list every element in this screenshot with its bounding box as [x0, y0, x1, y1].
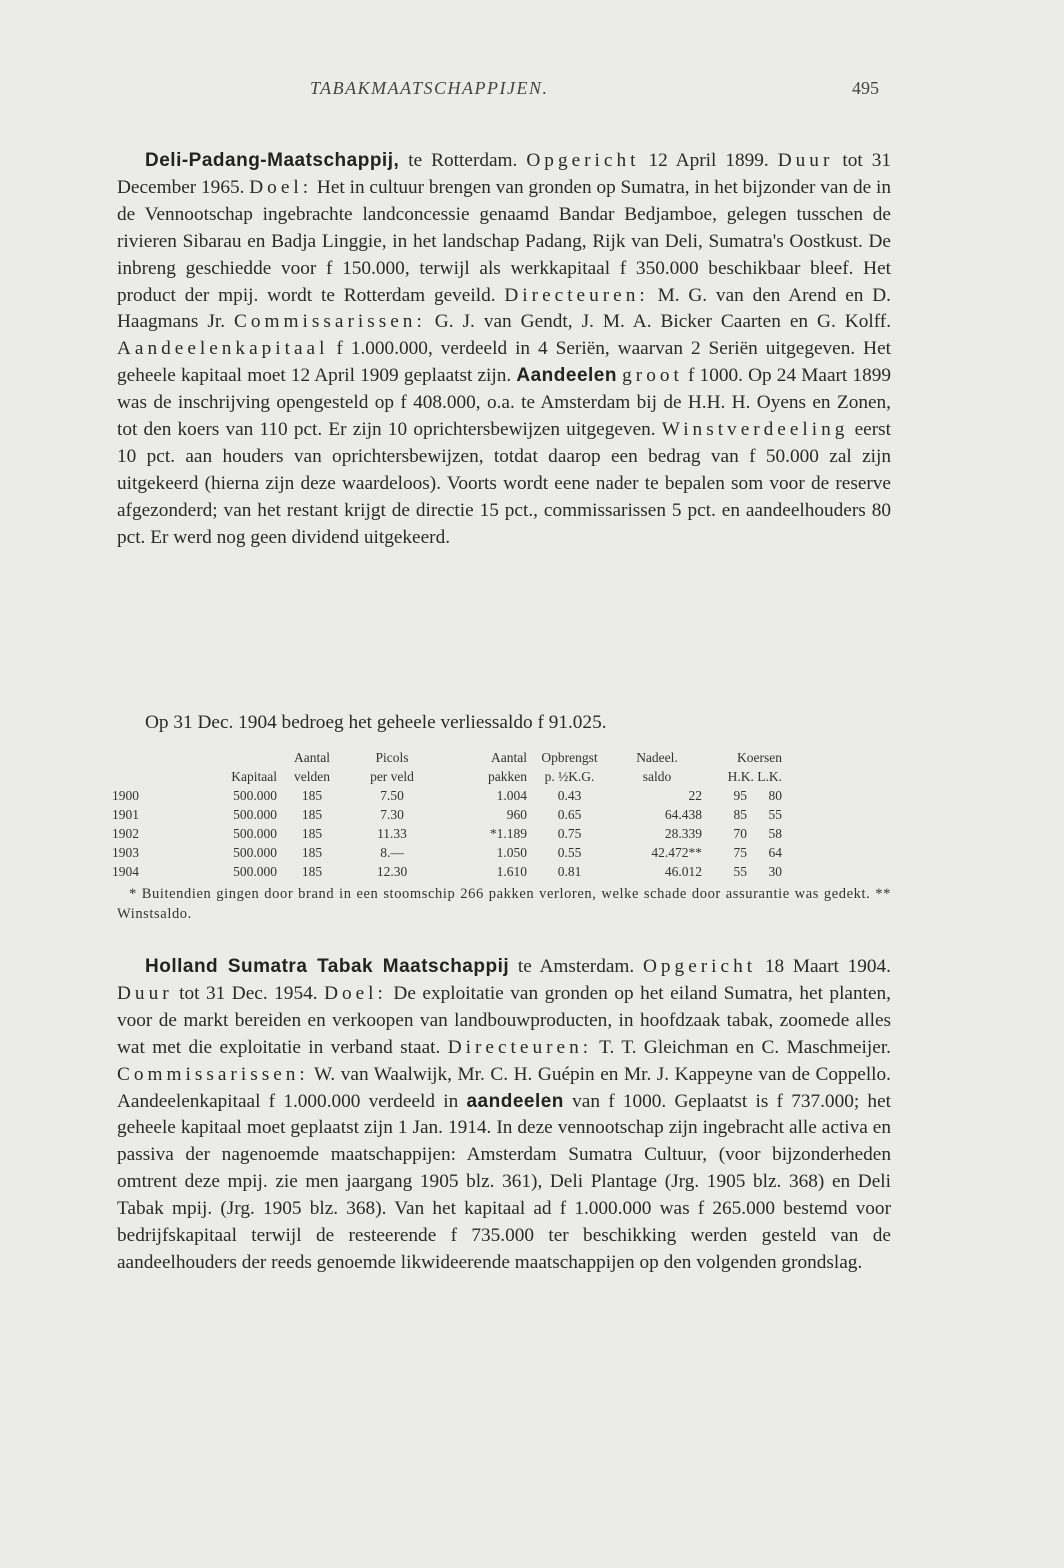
- table-cell: 46.012: [664, 864, 702, 879]
- table-cell: 64: [768, 845, 782, 860]
- column-header: Kapitaal: [231, 769, 277, 784]
- table-cell: 70: [733, 826, 747, 841]
- body-text: te Amsterdam.: [509, 956, 643, 977]
- table-cell: 1901: [112, 807, 139, 822]
- table-cell: 1902: [112, 826, 139, 841]
- table-cell: 185: [301, 788, 323, 803]
- table-cell: 1.050: [496, 845, 527, 860]
- spaced-emphasis-text: Opgericht: [642, 956, 757, 977]
- column-header: Aantal: [491, 750, 527, 765]
- table-cell: 500.000: [233, 788, 277, 803]
- table-cell: 95: [733, 788, 747, 803]
- table-cell: 185: [301, 864, 323, 879]
- column-header: per veld: [370, 769, 414, 784]
- table-cell: 55: [768, 807, 782, 822]
- body-text: van f 1000. Geplaatst is f 737.000; het geheele kapitaal moet geplaatst zijn 1 Jan. 1914. In deze vennootschap zijn ingebracht alle activa en passiva der nagenoemde maatschappijen: Amsterdam Sumatra Cultuur, (voor bijzonderheden omtrent deze mpij. zie men jaargang 1905 blz. 361), Deli Plantage (Jrg. 1905 blz. 368) en Deli Tabak mpij. (Jrg. 1905 blz. 368). Van het kapitaal ad f 1.000.000 was f 265.000 bestemd voor bedrijfskapitaal terwijl de resteerende f 735.000 ter beschikking werden gesteld van de aandeelhouders der reeds genoemde likwideerende maatschappijen op den volgenden grondslag.: [117, 1090, 891, 1273]
- body-text: W. van Waalwijk, Mr. C. H. Guépin en Mr. J. Kappeyne van de Coppello. Aandeelenkapitaal f 1.000.000 verdeeld in: [117, 1063, 891, 1112]
- table-cell: 0.55: [557, 845, 582, 860]
- table-cell: 500.000: [233, 807, 277, 822]
- spaced-emphasis-text: Commissarissen:: [117, 1063, 309, 1085]
- table-cell: 22: [688, 788, 702, 803]
- table-row: [112, 786, 782, 805]
- table-cell: 64.438: [664, 807, 702, 822]
- table-cell: 30: [768, 864, 782, 879]
- table-header-row: [112, 748, 782, 767]
- table-cell: 11.33: [377, 826, 407, 841]
- table-cell: 75: [733, 845, 747, 860]
- entry-deli-padang: [117, 148, 891, 552]
- bold-heading-text: Holland Sumatra Tabak Maatschappij: [145, 956, 510, 977]
- table-cell: 185: [301, 826, 323, 841]
- table-row: [112, 862, 782, 881]
- results-table: [112, 748, 782, 881]
- spaced-emphasis-text: Opgericht: [526, 150, 640, 171]
- table-cell: 0.65: [557, 807, 582, 822]
- spaced-emphasis-text: Doel:: [249, 176, 313, 198]
- table-cell: 7.30: [380, 807, 404, 822]
- table-cell: 1903: [112, 845, 139, 860]
- bold-heading-text: Aandeelen: [516, 365, 617, 387]
- table-cell: 85: [733, 807, 747, 822]
- table-cell: 185: [301, 807, 323, 822]
- table-cell: 960: [506, 807, 527, 822]
- column-header: p. ½K.G.: [544, 769, 595, 784]
- column-header: Nadeel.: [636, 750, 678, 765]
- body-text: T. T. Gleichman en C. Maschmeijer.: [592, 1036, 891, 1058]
- body-text: te Rotterdam.: [399, 150, 527, 171]
- table-row: [112, 805, 782, 824]
- table-cell: 185: [301, 845, 323, 860]
- column-header: Opbrengst: [541, 750, 598, 765]
- spaced-emphasis-text: Duur: [777, 150, 834, 171]
- table-cell: *1.189: [489, 826, 527, 841]
- body-text: Het in cultuur brengen van gronden op Sumatra, in het bijzonder van de in de Vennootschap ingebrachte landconcessie genaamd Bandar Bedjamboe, gelegen tusschen de rivieren Sibarau en Badja Linggie, in het landschap Padang, Rijk van Deli, Sumatra's Oostkust. De inbreng geschiedde voor f 150.000, terwijl als werkkapitaal f 350.000 beschikbaar bleef. Het product der mpij. wordt te Rotterdam geveild.: [117, 176, 891, 306]
- body-text: De exploitatie van gronden op het eiland Sumatra, het planten, voor de markt bereiden en verkoopen van landbouwproducten, in hoofdzaak tabak, zoomede alles wat met die exploitatie in verband staat.: [117, 982, 891, 1058]
- body-text: eerst 10 pct. aan houders van oprichtersbewijzen, totdat daarop een bedrag van f 50.000 zal zijn uitgekeerd (hierna zijn deze waardeloos). Voorts wordt eene nader te bepalen som voor de reserve afgezonderd; van het restant krijgt de directie 15 pct., commissarissen 5 pct. en aandeelhouders 80 pct. Er werd nog geen dividend uitgekeerd.: [117, 419, 891, 548]
- body-text: f 1.000.000, verdeeld in 4 Seriën, waarvan 2 Seriën uitgegeven. Het geheele kapitaal moet 12 April 1909 geplaatst zijn.: [117, 338, 891, 387]
- page-number: 495: [852, 78, 879, 98]
- body-text: G. J. van Gendt, J. M. A. Bicker Caarten en G. Kolff.: [425, 311, 892, 333]
- column-header: [112, 748, 167, 767]
- verliessaldo-line: Op 31 Dec. 1904 bedroeg het geheele verliessaldo f 91.025.: [145, 712, 607, 733]
- table-cell: 1904: [112, 864, 139, 879]
- column-header: Picols: [375, 750, 409, 765]
- bold-heading-text: aandeelen: [466, 1090, 564, 1112]
- table-footnote: * Buitendien gingen door brand in een stoomschip 266 pakken verloren, welke schade door assurantie was gedekt. ** Winstsaldo.: [117, 886, 891, 922]
- table-cell: 500.000: [233, 826, 277, 841]
- spaced-emphasis-text: Commissarissen:: [234, 311, 426, 333]
- column-header: velden: [294, 769, 330, 784]
- spaced-emphasis-text: groot: [622, 365, 683, 387]
- table-cell: 1.004: [496, 788, 527, 803]
- table-cell: 1900: [112, 788, 139, 803]
- column-header: [112, 767, 167, 786]
- spaced-emphasis-text: Doel:: [324, 982, 387, 1004]
- body-text: 18 Maart 1904.: [756, 956, 891, 977]
- body-text: 12 April 1899.: [639, 150, 778, 171]
- table-cell: 7.50: [380, 788, 404, 803]
- table-cell: 80: [768, 788, 782, 803]
- table-cell: 500.000: [233, 845, 277, 860]
- table-row: [112, 824, 782, 843]
- running-header: [0, 78, 1064, 108]
- table-row: [112, 843, 782, 862]
- table-cell: 12.30: [376, 864, 408, 879]
- table-cell: 55: [733, 864, 747, 879]
- bold-heading-text: Deli-Padang-Maatschappij,: [145, 150, 400, 171]
- table-cell: 58: [768, 826, 782, 841]
- table-cell: 8.—: [380, 845, 404, 860]
- column-header: Koersen: [737, 750, 782, 765]
- column-header: Aantal: [294, 750, 330, 765]
- spaced-emphasis-text: Duur: [117, 982, 173, 1004]
- table-cell: 500.000: [233, 864, 277, 879]
- table-cell: 42.472**: [651, 845, 702, 860]
- table-cell: 28.339: [664, 826, 702, 841]
- table-cell: 0.43: [557, 788, 582, 803]
- column-header: saldo: [642, 769, 672, 784]
- body-text: M. G. van den Arend en D. Haagmans Jr.: [117, 284, 891, 333]
- table-header-row: [112, 767, 782, 786]
- column-header: [167, 748, 277, 767]
- spaced-emphasis-text: Directeuren:: [447, 1036, 593, 1058]
- running-title: TABAKMAATSCHAPPIJEN.: [310, 78, 549, 98]
- table-cell: 0.75: [557, 826, 582, 841]
- table-cell: 1.610: [496, 864, 527, 879]
- body-text: tot 31 Dec. 1954.: [172, 982, 325, 1004]
- table-cell: 0.81: [557, 864, 582, 879]
- body-text: f 1000. Op 24 Maart 1899 was de inschrijving opengesteld op f 408.000, o.a. te Amsterdam bij de H.H. H. Oyens en Zonen, tot den koers van 110 pct. Er zijn 10 oprichtersbewijzen uitgegeven.: [117, 365, 891, 441]
- spaced-emphasis-text: Winstverdeeling: [661, 419, 849, 441]
- spaced-emphasis-text: Aandeelenkapitaal: [117, 338, 329, 360]
- column-header: pakken: [488, 769, 527, 784]
- entry-holland-sumatra: [117, 954, 891, 1277]
- spaced-emphasis-text: Directeuren:: [504, 284, 649, 306]
- body-text: tot 31 December 1965.: [117, 150, 891, 198]
- column-header: H.K. L.K.: [727, 769, 782, 784]
